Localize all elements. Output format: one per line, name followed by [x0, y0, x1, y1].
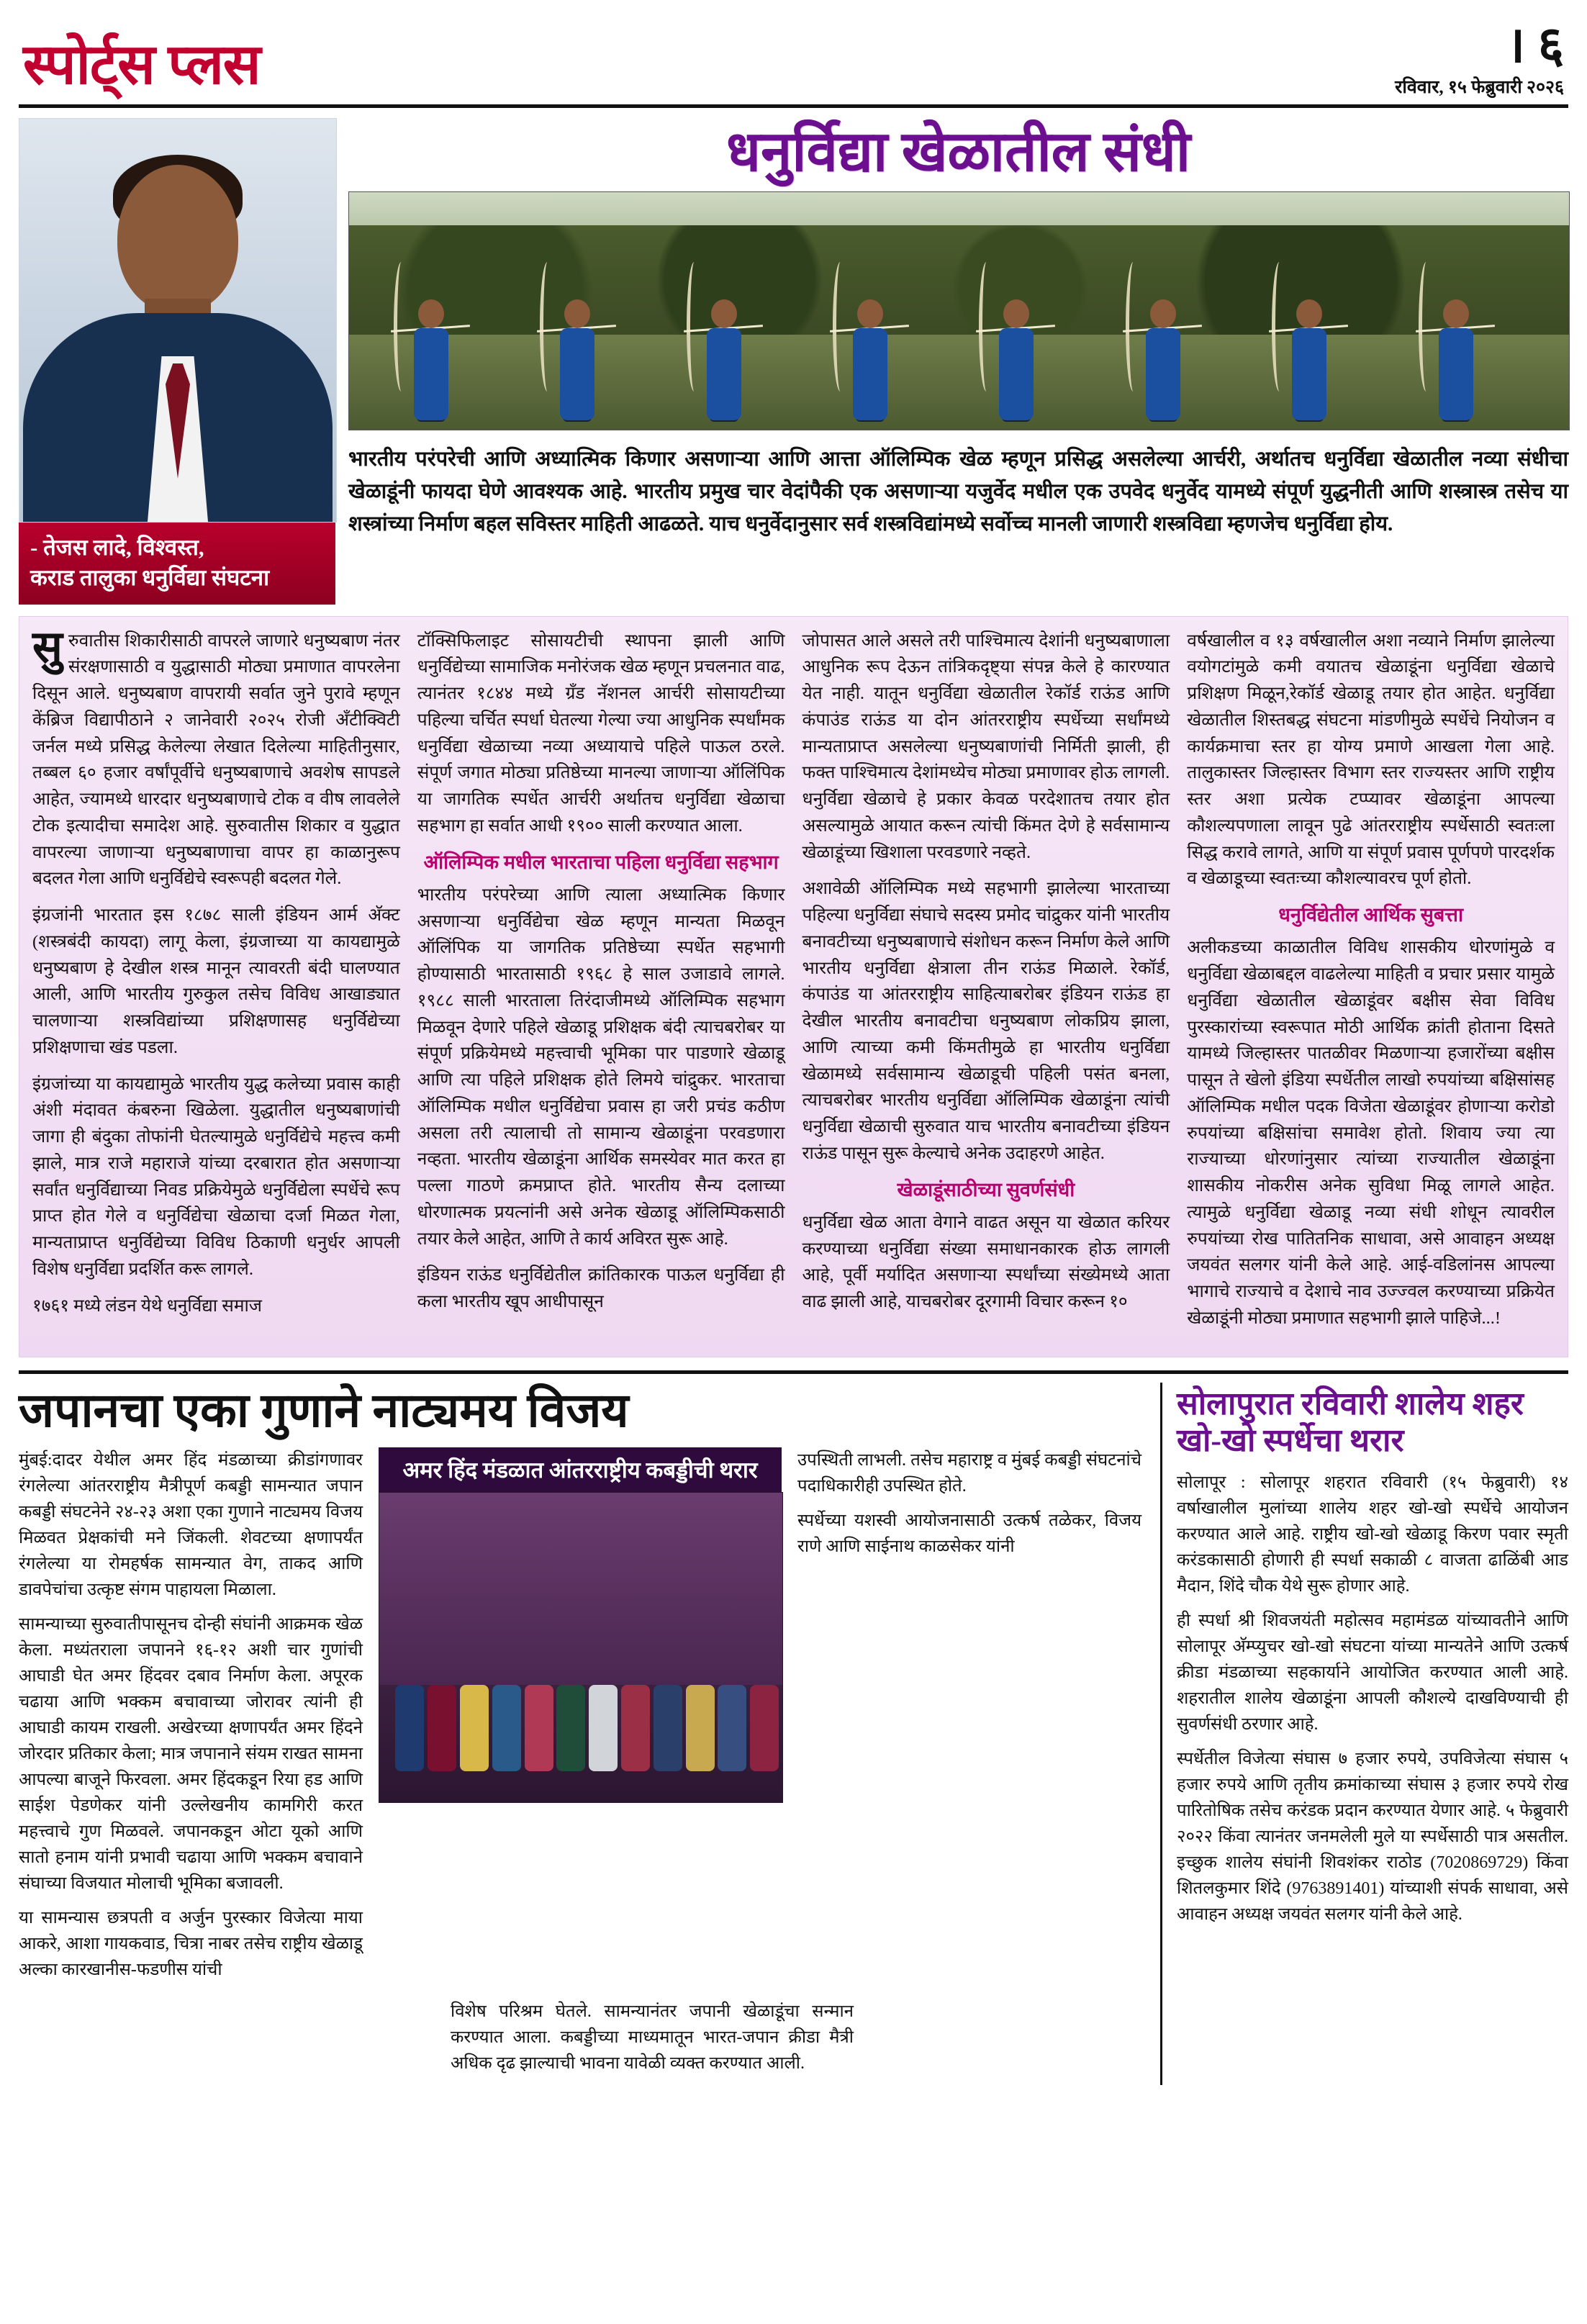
- paragraph: भारतीय परंपरेच्या आणि त्याला अध्यात्मिक किणार असणाऱ्या धनुर्विद्येचा खेळ म्हणून मान्यता मिळवून ऑलिंपिक या जागतिक प्रतिष्ठेच्या स्पर्धेत सहभागी होण्यासाठी भारतासाठी १९६८ हे साल उजाडावे लागले. १९८८ साली भारताला तिरंदाजीमध्ये ऑलिम्पिक सहभाग मिळवून देणारे पहिले खेळाडू प्रशिक्षक बंदी त्याचबरोबर या संपूर्ण प्रक्रियेमध्ये महत्त्वाची भूमिका पार पाडणारे खेळाडू आणि त्या पहिले प्रशिक्षक होते लिमये चांद्रुकर. भारताचा ऑलिम्पिक मधील धनुर्विद्येचा प्रवास हा जरी प्रचंड कठीण असला तरी त्यालाची तो सामान्य खेळाडूंना परवडणारा नव्हता. भारतीय खेळाडूंना आर्थिक समस्येवर मात करत हा पल्ला गाठणे क्रमप्राप्त होते. भारतीय सैन्य दलाच्या धोरणात्मक प्रयत्नांनी असे अनेक खेळाडू ऑलिम्पिकसाठी तयार केले आहेत, आणि ते कार्य अविरत सुरू आहे.: [417, 885, 785, 1249]
- author-byline: [19, 523, 335, 605]
- kabaddi-column-2: [797, 1447, 1141, 1991]
- paragraph: स्पर्धेतील विजेत्या संघास ७ हजार रुपये, उपविजेत्या संघास ५ हजार रुपये आणि तृतीय क्रमांकाच्या संघास ३ हजार रुपये रोख पारितोषिक तसेच करंडक प्रदान करण्यात येणार आहे. ५ फेब्रुवारी २०२२ किंवा त्यानंतर जनमलेली मुले या स्पर्धेसाठी पात्र असतील. इच्छुक शालेय संघांनी शिवशंकर राठोड (7020869729) किंवा शितलकुमार शिंदे (9763891401) यांच्याशी संपर्क साधावा, असे आवाहन अध्यक्ष जयवंत सलगर यांनी केले आहे.: [1177, 1750, 1568, 1925]
- kabaddi-article: [19, 1383, 1141, 2086]
- kabaddi-photo-block: [379, 1447, 782, 1991]
- section-subheading: खेळाडूंसाठीच्या सुवर्णसंधी: [897, 1178, 1075, 1201]
- kabaddi-headline: जपानचा एका गुणाने नाट्यमय विजय: [19, 1384, 629, 1437]
- kabaddi-group-photo: [379, 1492, 783, 1803]
- masthead: [19, 0, 1568, 108]
- author-block: [19, 118, 335, 605]
- section-subheading: ऑलिम्पिक मधील भारताचा पहिला धनुर्विद्या सहभाग: [423, 851, 779, 873]
- kabaddi-photo-caption: अमर हिंद मंडळात आंतरराष्ट्रीय कबड्डीची थरार: [379, 1447, 782, 1492]
- paragraph: उपस्थिती लाभली. तसेच महाराष्ट्र व मुंबई कबड्डी संघटनांचे पदाधिकारीही उपस्थित होते.: [797, 1451, 1141, 1496]
- masthead-title: स्पोर्ट्स प्लस: [23, 33, 261, 96]
- paragraph: धनुर्विद्या खेळ आता वेगाने वाढत असून या खेळात करियर करण्याच्या धनुर्विद्या संख्या समाधानकारक होऊ लागली आहे, पूर्वी मर्यादित असणाऱ्या स्पर्धांच्या संख्येमध्ये आता वाढ झाली आहे, याचबरोबर दूरगामी विचार करून १०: [802, 1212, 1170, 1312]
- paragraph: १७६१ मध्ये लंडन येथे धनुर्विद्या समाज: [32, 1296, 262, 1316]
- article-column-3: [802, 628, 1170, 1342]
- article-column-1: [32, 623, 400, 1342]
- article-body-band: [19, 616, 1568, 1357]
- paragraph: या सामन्यास छत्रपती व अर्जुन पुरस्कार विजेत्या माया आकरे, आशा गायकवाड, चित्रा नाबर तसेच राष्ट्रीय खेळाडू अल्का कारखानीस-फडणीस यांची: [19, 1909, 363, 1980]
- paragraph: स्पर्धेच्या यशस्वी आयोजनासाठी उत्कर्ष तळेकर, विजय राणे आणि साईनाथ काळसेकर यांनी: [797, 1511, 1141, 1557]
- kabaddi-column-1: [19, 1447, 363, 1991]
- paragraph: इंडियन राऊंड धनुर्विद्येतील क्रांतिकारक पाऊल धनुर्विद्या ही कला भारतीय खूप आधीपासून: [417, 1265, 785, 1312]
- khokho-headline: सोलापुरात रविवारी शालेय शहर खो-खो स्पर्धेचा थरार: [1177, 1385, 1524, 1459]
- article-column-4: [1187, 628, 1555, 1342]
- paragraph: अलीकडच्या काळातील विविध शासकीय धोरणांमुळे व धनुर्विद्या खेळाबद्दल वाढलेल्या माहिती व प्रचार प्रसार यामुळे धनुर्विद्या खेळातील खेळाडूंवर बक्षीस सेवा विविध पुरस्कारांच्या स्वरूपात मोठी आर्थिक क्रांती होताना दिसते यामध्ये जिल्हास्तर पातळीवर मिळणाऱ्या हजारोंच्या बक्षीस पासून ते खेलो इंडिया स्पर्धेतील लाखो रुपयांच्या बक्षिसांसह ऑलिम्पिक मधील पदक विजेता खेळाडूंवर होणाऱ्या करोडो रुपयांच्या बक्षिसांचा समावेश होतो. शिवाय ज्या त्या राज्याच्या धोरणांनुसार त्यांच्या राज्यातील खेळाडूंना शासकीय नोकरीस अनेक सुविधा मिळू लागले आहेत. त्यामुळे धनुर्विद्या खेळाडू नव्या संधी शोधून त्यावरील रुपयांच्या रोख पातितनिक साधावा, असे आवाहन अध्यक्ष जयवंत सलगर यांनी केले आहे. आई-वडिलांनस आपल्या भागाचे राज्याचे व देशाचे नाव उज्ज्वल करण्याच्या प्रक्रियेत खेळाडूंनी मोठ्या प्रमाणात सहभागी झाले पाहिजे...!: [1187, 938, 1555, 1328]
- page-number: । ६: [1506, 17, 1564, 73]
- article-column-2: [417, 628, 785, 1342]
- section-divider: [19, 1370, 1568, 1374]
- author-name: - तेजस लादे, विश्वस्त,: [30, 535, 204, 560]
- paragraph: ही स्पर्धा श्री शिवजयंती महोत्सव महामंडळ यांच्यावतीने आणि सोलापूर अ‍ॅम्प्युचर खो-खो संघटना यांच्या मान्यतेने आणि उत्कर्ष क्रीडा मंडळाच्या सहकार्याने आयोजित करण्यात आली आहे. शहरातील शालेय खेळाडूंना आपली कौशल्ये दाखविण्याची ही सुवर्णसंधी ठरणार आहे.: [1177, 1611, 1568, 1735]
- issue-date: रविवार, १५ फेब्रुवारी २०२६: [1395, 78, 1564, 97]
- main-headline: धनुर्विद्या खेळातील संधी: [726, 120, 1190, 183]
- paragraph: मुंबई:दादर येथील अमर हिंद मंडळाच्या क्रीडांगणावर रंगलेल्या आंतरराष्ट्रीय मैत्रीपूर्ण कबड्डी सामन्यात जपान कबड्डी संघटनेने २४-२३ अशा एका गुणाने नाट्यमय विजय मिळवत प्रेक्षकांची मने जिंकली. शेवटच्या क्षणापर्यंत रंगलेल्या या रोमहर्षक सामन्यात वेग, ताकद आणि डावपेचांचा उत्कृष्ट संगम पाहायला मिळाला.: [19, 1451, 363, 1600]
- paragraph: वर्षखालील व १३ वर्षखालील अशा नव्याने निर्माण झालेल्या वयोगटांमुळे कमी वयातच खेळाडूंना धनुर्विद्या खेळाचे प्रशिक्षण मिळून,रेकॉर्ड खेळाडू तयार होत आहेत. धनुर्विद्या खेळातील शिस्तबद्ध संघटना मांडणीमुळे स्पर्धेचे नियोजन व कार्यक्रमाचा स्तर हा योग्य प्रमाणे आखला गेला आहे. तालुकास्तर जिल्हास्तर विभाग स्तर राज्यस्तर आणि राष्ट्रीय स्तर अशा प्रत्येक टप्प्यावर खेळाडूंना आपल्या कौशल्यपणाला लावून पुढे आंतरराष्ट्रीय स्पर्धेसाठी स्वतःला सिद्ध करावे लागते, आणि या संपूर्ण प्रवास पूर्णपणे पारदर्शक व खेळाडूच्या स्वतःच्या कौशल्यावरच पूर्ण होतो.: [1187, 630, 1555, 889]
- dropcap: सु: [32, 623, 63, 672]
- archery-photo: [348, 191, 1570, 430]
- author-org: कराड तालुका धनुर्विद्या संघटना: [30, 564, 270, 590]
- paragraph: टॉक्सिफिलाइट सोसायटीची स्थापना झाली आणि धनुर्विद्येच्या सामाजिक मनोरंजक खेळ म्हणून प्रचलनात वाढ, त्यानंतर १८४४ मध्ये ग्रँड नॅशनल आर्चरी सोसायटीच्या पहिल्या चर्चित स्पर्धा घेतल्या गेल्या ज्या आधुनिक स्पर्धांमक धनुर्विद्या खेळाच्या नव्या अध्यायाचे पहिले पाऊल ठरले. संपूर्ण जगात मोठ्या प्रतिष्ठेच्या मानल्या जाणाऱ्या ऑलिंपिक या जागतिक स्पर्धेत आर्चरी अर्थातच धनुर्विद्या खेळाचा सहभाग हा सर्वात आधी १९०० साली करण्यात आला.: [417, 630, 785, 836]
- paragraph: सामन्याच्या सुरुवातीपासूनच दोन्ही संघांनी आक्रमक खेळ केला. मध्यंतराला जपानने १६-१२ अशी चार गुणांची आघाडी घेत अमर हिंदवर दबाव निर्माण केला. अपूरक चढाया आणि भक्कम बचावाच्या जोरावर त्यांनी ही आघाडी कायम राखली. अखेरच्या क्षणापर्यंत अमर हिंदने जोरदार प्रतिकार केला; मात्र जपानाने संयम राखत सामना आपल्या बाजूने फिरवला. अमर हिंदकडून रिया हड आणि साईश पेडणेकर यांनी उल्लेखनीय कामगिरी करत महत्त्वाचे गुण मिळवले. जपानकडून ओटा यूको आणि सातो हनाम यांनी प्रभावी चढाया आणि भक्कम बचावाने संघाच्या विजयात मोलाची भूमिका बजावली.: [19, 1615, 363, 1894]
- kabaddi-column-3: [451, 1999, 854, 2085]
- section-subheading: धनुर्विद्येतील आर्थिक सुबत्ता: [1278, 904, 1463, 926]
- article-lede: भारतीय परंपरेची आणि अध्यात्मिक किणार असणाऱ्या आणि आत्ता ऑलिम्पिक खेळ म्हणून प्रसिद्ध असलेल्या आर्चरी, अर्थातच धनुर्विद्या खेळातील नव्या संधीचा खेळाडूंनी फायदा घेणे आवश्यक आहे. भारतीय प्रमुख चार वेदांपैकी एक असणाऱ्या यजुर्वेद मधील एक उपवेद धनुर्वेद यामध्ये संपूर्ण युद्धनीती आणि शस्त्रास्त्र तसेच या शस्त्रांच्या निर्माण बहल सविस्तर माहिती आढळते. याच धनुर्वेदानुसार सर्व शस्त्रविद्यांमध्ये सर्वोच्च मानली जाणारी शस्त्रविद्या म्हणजेच धनुर्विद्या होय.: [348, 447, 1568, 535]
- bottom-section: [19, 1383, 1568, 2086]
- paragraph: रुवातीस शिकारीसाठी वापरले जाणारे धनुष्यबाण नंतर संरक्षणासाठी व युद्धासाठी मोठ्या प्रमाणात वापरलेना दिसून आले. धनुष्यबाण वापरायी सर्वात जुने पुरावे म्हणून केंब्रिज विद्यापीठाने २ जानेवारी २०२५ रोजी अँटीक्विटी जर्नल मध्ये प्रसिद्ध केलेल्या लेखात दिलेल्या माहितीनुसार, तब्बल ६० हजार वर्षांपूर्वीचे धनुष्यबाणाचे अवशेष सापडले आहेत, ज्यामध्ये धारदार धनुष्यबाणाचे टोक व वीष लावलेले टोक इत्यादीचा समादेश आहे. सुरुवातीस शिकार व युद्धात वापरल्या जाणाऱ्या धनुष्यबाणाचा वापर हा काळानुरूप बदलत गेला आणि धनुर्विद्येचे स्वरूपही बदलत गेले.: [32, 630, 400, 889]
- author-portrait-photo: [19, 118, 337, 523]
- khokho-article: [1160, 1383, 1568, 2086]
- hero-section: [19, 118, 1568, 605]
- masthead-right: [1395, 17, 1564, 101]
- paragraph: अशावेळी ऑलिम्पिक मध्ये सहभागी झालेल्या भारताच्या पहिल्या धनुर्विद्या संघाचे सदस्य प्रमोद चांद्रुकर यांनी भारतीय बनावटीच्या धनुष्यबाणाचे संशोधन करून निर्माण केले आणि भारतीय धनुर्विद्या क्षेत्राला तीन राऊंड मिळाले. रेकॉर्ड, कंपाउंड या आंतरराष्ट्रीय साहित्याबरोबर इंडियन राऊंड हा देखील भारतीय बनावटीचा धनुष्यबाण लोकप्रिय झाला, आणि त्याच्या कमी किंमतीमुळे हा भारतीय धनुर्विद्या खेळामध्ये सर्वसामान्य खेळाडूची पहिली पसंत बनला, त्याचबरोबर भारतीय धनुर्विद्या ऑलिम्पिक खेळाडूंना त्यांची धनुर्विद्या खेळाची सुरुवात याच भारतीय बनावटीच्या इंडियन राऊंड पासून सुरू केल्याचे अनेक उदाहरणे आहेत.: [802, 879, 1170, 1163]
- paragraph: सोलापूर : सोलापूर शहरात रविवारी (१५ फेब्रुवारी) १४ वर्षाखालील मुलांच्या शालेय शहर खो-खो स्पर्धेचे आयोजन करण्यात आले आहे. राष्ट्रीय खो-खो खेळाडू किरण पवार स्मृती करंडकासाठी होणारी ही स्पर्धा सकाळी ८ वाजता ढाळिंबी आड मैदान, शिंदे चौक येथे सुरू होणार आहे.: [1177, 1473, 1568, 1596]
- paragraph: विशेष परिश्रम घेतले. सामन्यानंतर जपानी खेळाडूंचा सन्मान करण्यात आला. कबड्डीच्या माध्यमातून भारत-जपान क्रीडा मैत्री अधिक दृढ झाल्याची भावना यावेळी व्यक्त करण्यात आली.: [451, 2002, 854, 2074]
- paragraph: इंग्रजांच्या या कायद्यामुळे भारतीय युद्ध कलेच्या प्रवास काही अंशी मंदावत कंबरुना खिळेला. युद्धातील धनुष्यबाणांची जागा ही बंदुका तोफांनी घेतल्यामुळे धनुर्विद्येचे महत्त्व कमी झाले, मात्र राजे महाराजे यांच्या दरबारात होत असणाऱ्या सर्वांत धनुर्विद्याच्या निवड प्रक्रियेमुळे धनुर्विद्येला स्पर्धेचे रूप प्राप्त होत गेले व धनुर्विद्येचा खेळाचा दर्जा मिळत गेला, मान्यताप्राप्त धनुर्विद्येच्या विविध ठिकाणी धनुर्धर आपली विशेष धनुर्विद्या प्रदर्शित करू लागले.: [32, 1074, 400, 1279]
- paragraph: इंग्रजांनी भारतात इस १८७८ साली इंडियन आर्म अ‍ॅक्ट (शस्त्रबंदी कायदा) लागू केला, इंग्रजाच्या या कायद्यामुळे धनुष्यबाण हे देखील शस्त्र मानून त्यावरती बंदी घालण्यात आली, आणि भारतीय गुरुकुल तसेच विविध आखाड्यात चालणाऱ्या शस्त्रविद्यांच्या प्रशिक्षणासह धनुर्विद्येच्या प्रशिक्षणाचा खंड पडला.: [32, 905, 400, 1057]
- paragraph: जोपासत आले असले तरी पाश्चिमात्य देशांनी धनुष्यबाणाला आधुनिक रूप देऊन तांत्रिकदृष्ट्या संपन्न केले हे कारण्यात येत नाही. यातून धनुर्विद्या खेळातील रेकॉर्ड राऊंड आणि कंपाउंड राऊंड या दोन आंतरराष्ट्रीय स्पर्धेच्या सर्धांमध्ये मान्यताप्राप्त असलेल्या धनुष्यबाणांची निर्मिती झाली, ही फक्त पाश्चिमात्य देशांमध्येच मोठ्या प्रमाणावर होऊ लागली. धनुर्विद्या खेळाचे हे प्रकार केवळ परदेशातच तयार होत असल्यामुळे आयात करून त्यांची किंमत देणे हे सर्वसामान्य खेळाडूंच्या खिशाला परवडणारे नव्हते.: [802, 630, 1170, 862]
